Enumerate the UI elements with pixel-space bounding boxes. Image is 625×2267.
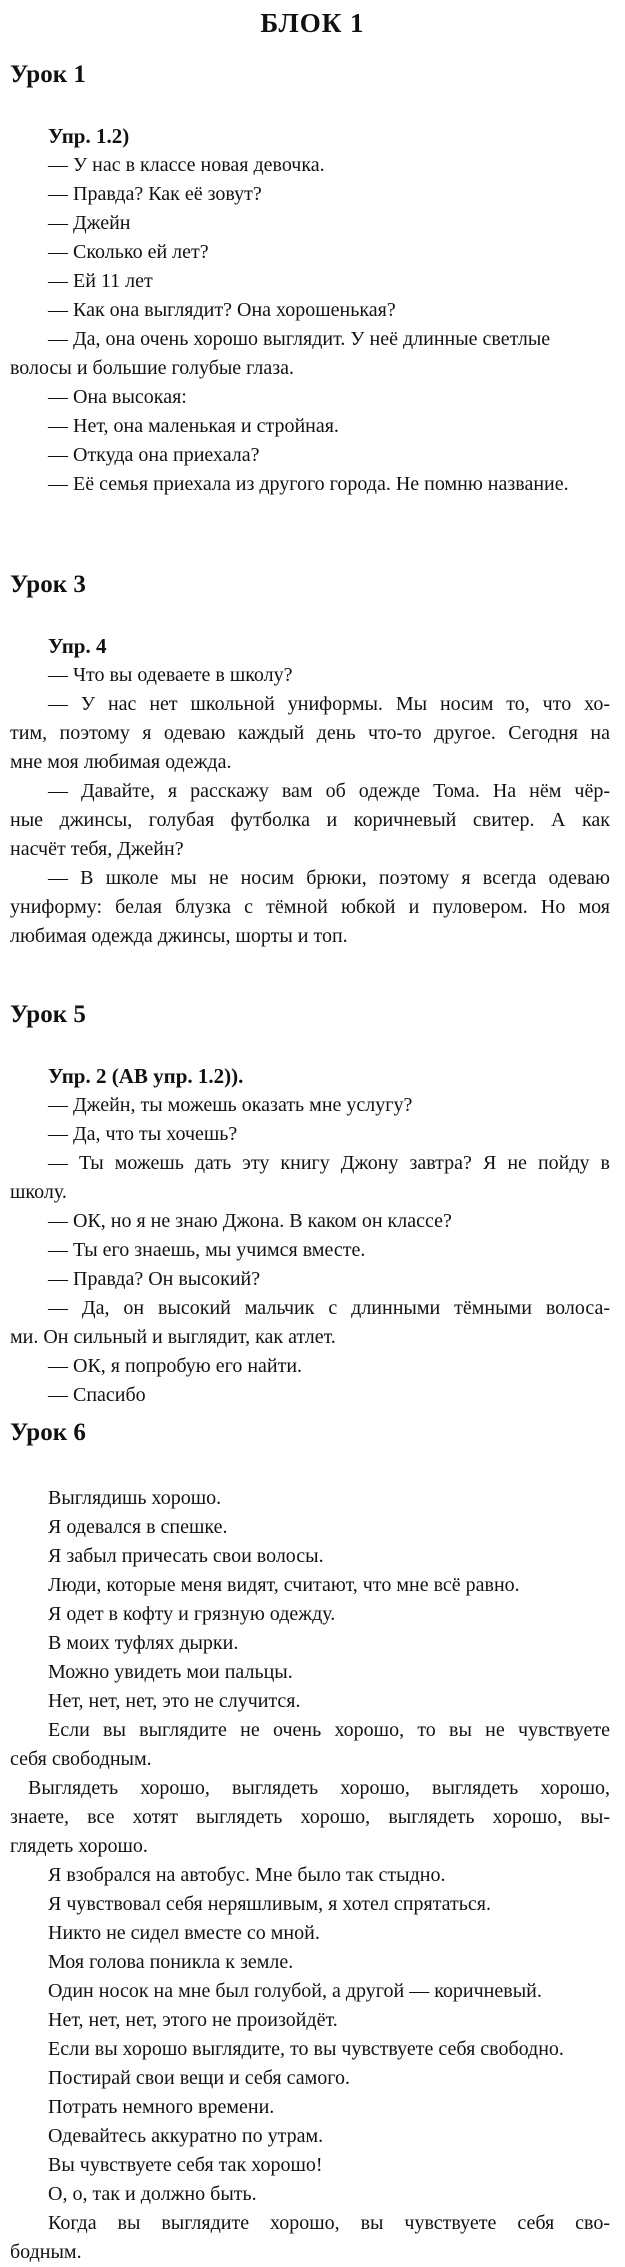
song-line: О, о, так и должно быть.: [48, 2183, 257, 2205]
dialog-line: — Да, что ты хочешь?: [48, 1123, 238, 1145]
dialog-line: — Да, она очень хорошо выглядит. У неё длинные светлые: [48, 328, 551, 350]
song-line: Вы чувствуете себя так хорошо!: [48, 2154, 323, 2176]
song-line: Моя голова поникла к земле.: [48, 1951, 294, 1973]
lesson-heading: Урок 3: [10, 571, 86, 598]
song-line: Постирай свои вещи и себя самого.: [48, 2067, 350, 2089]
exercise-label: Упр. 1.2): [48, 124, 130, 148]
dialog-line: — Что вы одеваете в школу?: [48, 664, 293, 686]
dialog-line: униформу: белая блузка с тёмной юбкой и пуловером. Но моя: [10, 896, 610, 918]
dialog-line: — Как она выглядит? Она хорошенькая?: [48, 299, 396, 321]
dialog-line: тим, поэтому я одеваю каждый день что-то другое. Сегодня на: [10, 722, 610, 744]
dialog-line: — Спасибо: [48, 1384, 146, 1406]
song-line: Я взобрался на автобус. Мне было так стыдно.: [48, 1864, 446, 1886]
song-line: В моих туфлях дырки.: [48, 1632, 239, 1654]
dialog-line: — У нас нет школьной униформы. Мы носим то, что хо-: [48, 693, 610, 715]
song-line: Я одет в кофту и грязную одежду.: [48, 1603, 336, 1625]
song-line: Если вы выглядите не очень хорошо, то вы не чувствуете: [48, 1719, 610, 1741]
lesson-1: [10, 60, 610, 499]
dialog-line: — Правда? Как её зовут?: [48, 183, 262, 205]
song-line: Выглядишь хорошо.: [48, 1487, 222, 1509]
song-line: Потрать немного времени.: [48, 2096, 275, 2118]
song-line: глядеть хорошо.: [10, 1835, 148, 1857]
dialog-line: — Откуда она приехала?: [48, 444, 260, 466]
dialog-line: — Она высокая:: [48, 386, 187, 408]
song-line: Я забыл причесать свои волосы.: [48, 1545, 324, 1567]
dialog-line: — Её семья приехала из другого города. Не помню название.: [48, 473, 569, 495]
exercise-label: Упр. 2 (АВ упр. 1.2)).: [48, 1064, 244, 1088]
song-line: бодным.: [10, 2241, 82, 2263]
song-line: Можно увидеть мои пальцы.: [48, 1661, 293, 1683]
lesson-heading: Урок 6: [10, 1419, 86, 1446]
song-line: Одевайтесь аккуратно по утрам.: [48, 2125, 324, 2147]
dialog-line: — В школе мы не носим брюки, поэтому я всегда одеваю: [48, 867, 610, 889]
song-line: Я одевался в спешке.: [48, 1516, 228, 1538]
dialog-line: школу.: [10, 1181, 67, 1203]
song-line: Выглядеть хорошо, выглядеть хорошо, выглядеть хорошо,: [28, 1777, 610, 1799]
dialog-line: — Ей 11 лет: [48, 270, 153, 292]
lesson-heading: Урок 5: [10, 1001, 86, 1028]
song-line: Нет, нет, нет, этого не произойдёт.: [48, 2009, 338, 2031]
dialog-line: — У нас в классе новая девочка.: [48, 154, 325, 176]
dialog-line: насчёт тебя, Джейн?: [10, 838, 184, 860]
song-line: знаете, все хотят выглядеть хорошо, выглядеть хорошо, вы-: [10, 1806, 610, 1828]
lesson-heading: Урок 1: [10, 61, 86, 88]
dialog-line: — Сколько ей лет?: [48, 241, 209, 263]
dialog-line: — Ты можешь дать эту книгу Джону завтра? Я не пойду в: [48, 1152, 610, 1174]
dialog-line: — ОК, я попробую его найти.: [48, 1355, 303, 1377]
dialog-line: — Джейн, ты можешь оказать мне услугу?: [48, 1094, 413, 1116]
dialog-line: любимая одежда джинсы, шорты и топ.: [10, 925, 348, 947]
exercise-label: Упр. 4: [48, 634, 107, 658]
dialog-line: — Джейн: [48, 212, 131, 234]
page-title: БЛОК 1: [260, 8, 365, 38]
dialog-line: — Нет, она маленькая и стройная.: [48, 415, 339, 437]
song-line: Если вы хорошо выглядите, то вы чувствуете себя свободно.: [48, 2038, 564, 2060]
dialog-line: — Давайте, я расскажу вам об одежде Тома. На нём чёр-: [48, 780, 610, 802]
dialog-line: мне моя любимая одежда.: [10, 751, 232, 773]
dialog-line: — Ты его знаешь, мы учимся вместе.: [48, 1239, 366, 1261]
dialog-line: — Правда? Он высокий?: [48, 1268, 261, 1290]
dialog-line: волосы и большие голубые глаза.: [10, 357, 295, 379]
song-line: Один носок на мне был голубой, а другой — коричневый.: [48, 1980, 542, 2002]
dialog-line: ные джинсы, голубая футболка и коричневый свитер. А как: [10, 809, 610, 831]
lesson-3: [10, 570, 610, 951]
song-line: Никто не сидел вместе со мной.: [48, 1922, 320, 1944]
song-line: Я чувствовал себя неряшливым, я хотел спрятаться.: [48, 1893, 491, 1915]
song-line: Нет, нет, нет, это не случится.: [48, 1690, 301, 1712]
dialog-line: — ОК, но я не знаю Джона. В каком он классе?: [48, 1210, 452, 1232]
lesson-6: [10, 1418, 610, 2267]
song-line: Когда вы выглядите хорошо, вы чувствуете себя сво-: [48, 2212, 610, 2234]
dialog-line: — Да, он высокий мальчик с длинными тёмными волоса-: [48, 1297, 610, 1319]
dialog-line: ми. Он сильный и выглядит, как атлет.: [10, 1326, 336, 1348]
lesson-5: [10, 1000, 610, 1410]
song-line: себя свободным.: [10, 1748, 152, 1770]
song-line: Люди, которые меня видят, считают, что мне всё равно.: [48, 1574, 520, 1596]
